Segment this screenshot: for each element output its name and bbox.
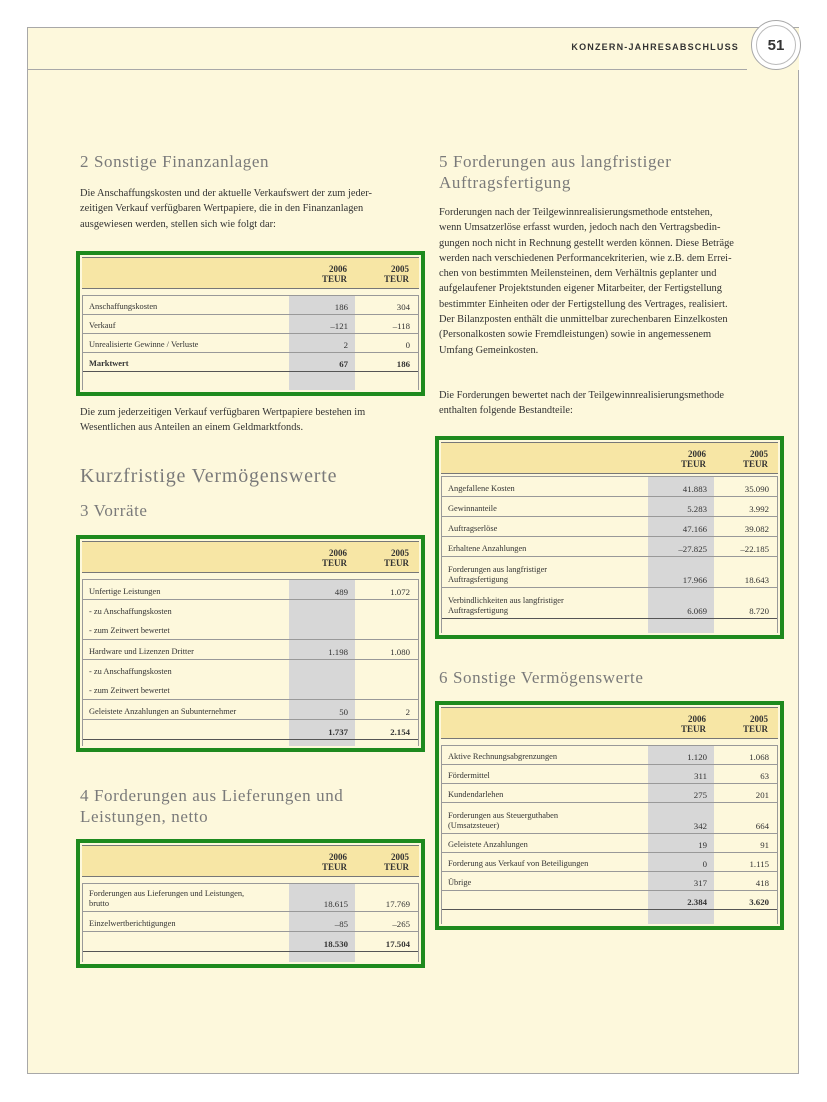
table-row <box>83 619 418 639</box>
cell-2006: 47.166 <box>682 524 707 534</box>
text-line: (Personalkosten sowie Fremdleistungen) sowie in angemessenem <box>439 329 712 341</box>
heading-sonstige-vermoegenswerte: 6 Sonstige Vermögenswerte <box>439 668 644 687</box>
row-label-line: brutto <box>89 899 110 908</box>
table-row <box>442 536 777 557</box>
row-label: Verkauf <box>89 321 116 330</box>
text-line: zeitigen Verkauf verfügbaren Wertpapiere, die in den Finanzanlagen <box>80 203 364 215</box>
column-header-col1 <box>322 548 347 568</box>
row-label-line: Auftragsfertigung <box>448 575 509 584</box>
table-row <box>83 639 418 660</box>
column-year: 2005 <box>391 852 409 862</box>
row-label-line: Auftragsfertigung <box>448 606 509 615</box>
column-header-col2 <box>384 548 409 568</box>
column-unit: TEUR <box>680 459 706 469</box>
heading-line: Auftragsfertigung <box>439 173 571 192</box>
row-label: Geleistete Anzahlungen <box>448 840 528 849</box>
text-line: gungen noch nicht in Rechnung gestellt werden können. Diese Beträge <box>439 237 734 249</box>
heading-sonstige-finanzanlagen: 2 Sonstige Finanzanlagen <box>80 152 270 171</box>
column-year: 2005 <box>391 548 409 558</box>
row-label: Hardware und Lizenzen Dritter <box>89 647 194 656</box>
row-label: Fördermittel <box>448 771 490 780</box>
cell-2006: 50 <box>339 707 348 717</box>
row-label: Marktwert <box>89 359 129 368</box>
column-unit: TEUR <box>383 862 409 872</box>
row-label <box>448 565 547 585</box>
row-label: Auftragserlöse <box>448 524 498 533</box>
row-label: - zu Anschaffungskosten <box>89 607 172 616</box>
table-row <box>442 890 777 910</box>
column-header-col1 <box>322 264 347 284</box>
table-row <box>442 556 777 588</box>
text-line: Umfang Gemeinkosten. <box>439 344 539 356</box>
cell-2006: –121 <box>330 321 348 331</box>
cell-2005: 186 <box>396 359 410 369</box>
cell-2006: 41.883 <box>682 484 707 494</box>
cell-2005: –265 <box>392 919 410 929</box>
table-row <box>83 931 418 952</box>
table-bottom-rule <box>442 909 777 910</box>
cell-2005: 39.082 <box>744 524 769 534</box>
paragraph-s2-note <box>80 405 420 436</box>
column-unit: TEUR <box>742 459 768 469</box>
table-row <box>83 579 418 600</box>
row-label: Unrealisierte Gewinne / Verluste <box>89 340 199 349</box>
cell-2006: 317 <box>693 878 707 888</box>
row-label: Geleistete Anzahlungen an Subunternehmer <box>89 707 237 716</box>
column-year: 2005 <box>750 714 768 724</box>
column-header-col1 <box>681 449 706 469</box>
cell-2005: 201 <box>755 790 769 800</box>
table-bottom-rule <box>83 739 418 740</box>
cell-2006: 311 <box>694 771 707 781</box>
table-header <box>82 257 419 289</box>
table-body <box>441 476 778 633</box>
cell-2006: 18.530 <box>323 939 348 949</box>
table-header <box>82 541 419 573</box>
text-line: bestimmter Einheiten oder der Fertigstellung des Vertrages, realisiert. <box>439 298 728 310</box>
row-label <box>448 811 558 831</box>
table-body <box>441 745 778 924</box>
table-bottom-rule <box>83 951 418 952</box>
cell-2005: 35.090 <box>744 484 769 494</box>
row-label: Unfertige Leistungen <box>89 587 161 596</box>
column-year: 2006 <box>329 852 347 862</box>
text-line: Wesentlichen aus Anteilen an einem Geldmarktfonds. <box>80 422 304 434</box>
cell-2005: 2.154 <box>390 727 410 737</box>
table-row <box>442 587 777 619</box>
column-header-col1 <box>681 714 706 734</box>
cell-2005: 1.068 <box>749 752 769 762</box>
column-year: 2006 <box>329 548 347 558</box>
row-label: Forderung aus Verkauf von Beteiligungen <box>448 859 589 868</box>
heading-forderungen-auftragsfertigung <box>439 151 671 193</box>
page-number: 51 <box>756 25 796 65</box>
column-header-col2 <box>743 714 768 734</box>
cell-2005: 1.080 <box>390 647 410 657</box>
table-sonstige-vermoegenswerte <box>435 701 784 930</box>
cell-2005: 17.769 <box>385 899 410 909</box>
cell-2005: –22.185 <box>740 544 769 554</box>
cell-2006: 5.283 <box>687 504 707 514</box>
table-header <box>441 707 778 739</box>
column-header-col2 <box>743 449 768 469</box>
cell-2005: 17.504 <box>385 939 410 949</box>
cell-2006: 0 <box>702 859 707 869</box>
column-unit: TEUR <box>321 862 347 872</box>
table-row <box>442 783 777 803</box>
column-unit: TEUR <box>383 274 409 284</box>
heading-vorraete: 3 Vorräte <box>80 501 148 520</box>
cell-2006: 1.120 <box>687 752 707 762</box>
table-row <box>83 599 418 620</box>
text-line: ausgewiesen werden, stellen sich wie folgt dar: <box>80 218 276 230</box>
row-label: - zum Zeitwert bewertet <box>89 686 170 695</box>
column-unit: TEUR <box>680 724 706 734</box>
table-row <box>83 295 418 315</box>
paragraph-s2-intro <box>80 186 420 232</box>
row-label: Übrige <box>448 878 472 887</box>
row-label: Anschaffungskosten <box>89 302 158 311</box>
table-body <box>82 883 419 962</box>
column-year: 2006 <box>688 449 706 459</box>
row-label: Angefallene Kosten <box>448 484 515 493</box>
table-forderungen-lieferungen <box>76 839 425 968</box>
cell-2006: 6.069 <box>687 606 707 616</box>
cell-2006: 1.737 <box>328 727 348 737</box>
cell-2006: 1.198 <box>328 647 348 657</box>
cell-2006: 2 <box>343 340 348 350</box>
text-line: Forderungen nach der Teilgewinnrealisierungsmethode entstehen, <box>439 207 713 218</box>
cell-2005: 3.992 <box>749 504 769 514</box>
column-year: 2005 <box>750 449 768 459</box>
cell-2006: 2.384 <box>687 897 707 907</box>
table-row <box>83 333 418 353</box>
table-header <box>441 442 778 474</box>
table-row <box>83 719 418 740</box>
table-row <box>442 764 777 784</box>
text-line: werden nach verschiedenen Performancekriterien, wie z.B. dem Errei- <box>439 252 732 264</box>
row-label: - zu Anschaffungskosten <box>89 667 172 676</box>
text-line: Die Anschaffungskosten und der aktuelle Verkaufswert der zum jeder- <box>80 188 372 199</box>
cell-2006: –27.825 <box>678 544 707 554</box>
table-row <box>442 516 777 537</box>
table-bottom-rule <box>83 371 418 372</box>
cell-2005: 3.620 <box>749 897 769 907</box>
heading-line: 4 Forderungen aus Lieferungen und <box>80 786 344 805</box>
cell-2006: 18.615 <box>323 899 348 909</box>
table-finanzanlagen <box>76 251 425 396</box>
table-body <box>82 579 419 746</box>
text-line: Der Bilanzposten enthält die unmittelbar zurechenbaren Einzelkosten <box>439 314 728 326</box>
column-year: 2006 <box>688 714 706 724</box>
row-label <box>89 889 244 909</box>
heading-forderungen-lieferungen <box>80 785 343 827</box>
cell-2006: 186 <box>334 302 348 312</box>
column-header-col1 <box>322 852 347 872</box>
cell-2005: 18.643 <box>744 575 769 585</box>
row-label: Einzelwertberichtigungen <box>89 919 176 928</box>
text-line: chen von bestimmten Meilensteinen, dem Verhältnis geplanter und <box>439 268 717 280</box>
cell-2005: –118 <box>392 321 410 331</box>
text-line: Die zum jederzeitigen Verkauf verfügbaren Wertpapiere bestehen im <box>80 407 366 418</box>
table-row <box>442 802 777 834</box>
text-line: Die Forderungen bewertet nach der Teilgewinnrealisierungsmethode <box>439 390 725 401</box>
heading-line: 5 Forderungen aus langfristiger <box>439 152 672 171</box>
page-edge <box>798 70 799 1074</box>
cell-2005: 63 <box>760 771 769 781</box>
cell-2006: 489 <box>334 587 348 597</box>
cell-2006: 17.966 <box>682 575 707 585</box>
table-row <box>83 911 418 932</box>
cell-2006: 342 <box>693 821 707 831</box>
cell-2005: 664 <box>755 821 769 831</box>
row-label-line: Verbindlichkeiten aus langfristiger <box>448 596 564 605</box>
column-year: 2005 <box>391 264 409 274</box>
section-header-title: KONZERN-JAHRESABSCHLUSS <box>571 42 739 52</box>
text-line: aufgelaufener Projektstunden eigener Mitarbeiter, der Fertigstellung <box>439 283 722 295</box>
cell-2005: 1.072 <box>390 587 410 597</box>
heading-line: Leistungen, netto <box>80 807 209 826</box>
header-rule <box>27 69 747 70</box>
column-unit: TEUR <box>321 558 347 568</box>
row-label: Erhaltene Anzahlungen <box>448 544 527 553</box>
table-bottom-rule <box>442 618 777 619</box>
column-unit: TEUR <box>321 274 347 284</box>
table-row <box>83 314 418 334</box>
table-header <box>82 845 419 877</box>
cell-2005: 304 <box>396 302 410 312</box>
table-row <box>442 476 777 497</box>
column-header-col2 <box>384 264 409 284</box>
page-number-badge <box>751 20 801 70</box>
table-row <box>442 745 777 765</box>
table-body <box>82 295 419 390</box>
table-vorraete <box>76 535 425 752</box>
column-unit: TEUR <box>383 558 409 568</box>
cell-2005: 0 <box>405 340 410 350</box>
cell-2005: 2 <box>405 707 410 717</box>
paragraph-s5-components <box>439 388 779 419</box>
table-auftragsfertigung <box>435 436 784 639</box>
row-label: Aktive Rechnungsabgrenzungen <box>448 752 558 761</box>
table-row <box>442 852 777 872</box>
table-row <box>83 679 418 699</box>
row-label-line: Forderungen aus langfristiger <box>448 565 548 574</box>
cell-2005: 1.115 <box>749 859 769 869</box>
heading-kurzfristige-vermoegenswerte: Kurzfristige Vermögenswerte <box>80 465 338 487</box>
row-label: Kundendarlehen <box>448 790 504 799</box>
row-label-line: (Umsatzsteuer) <box>448 821 500 830</box>
column-header-col2 <box>384 852 409 872</box>
paragraph-s5 <box>439 205 779 358</box>
cell-2005: 418 <box>755 878 769 888</box>
cell-2006: 19 <box>698 840 707 850</box>
table-row <box>442 496 777 517</box>
column-year: 2006 <box>329 264 347 274</box>
table-row <box>83 659 418 680</box>
cell-2006: 67 <box>339 359 348 369</box>
table-row <box>83 883 418 912</box>
column-unit: TEUR <box>742 724 768 734</box>
text-line: wenn Umsatzerlöse erfasst wurden, jedoch nach den Vertragsbedin- <box>439 222 721 234</box>
table-row <box>83 352 418 372</box>
table-row <box>442 871 777 891</box>
row-label <box>448 596 564 616</box>
cell-2006: 275 <box>693 790 707 800</box>
cell-2005: 91 <box>760 840 769 850</box>
table-row <box>83 699 418 720</box>
row-label-line: Forderungen aus Lieferungen und Leistungen, <box>89 889 245 898</box>
row-label: - zum Zeitwert bewertet <box>89 626 170 635</box>
row-label-line: Forderungen aus Steuerguthaben <box>448 811 559 820</box>
table-row <box>442 833 777 853</box>
row-label: Gewinnanteile <box>448 504 497 513</box>
text-line: enthalten folgende Bestandteile: <box>439 405 573 417</box>
cell-2006: –85 <box>334 919 348 929</box>
cell-2005: 8.720 <box>749 606 769 616</box>
